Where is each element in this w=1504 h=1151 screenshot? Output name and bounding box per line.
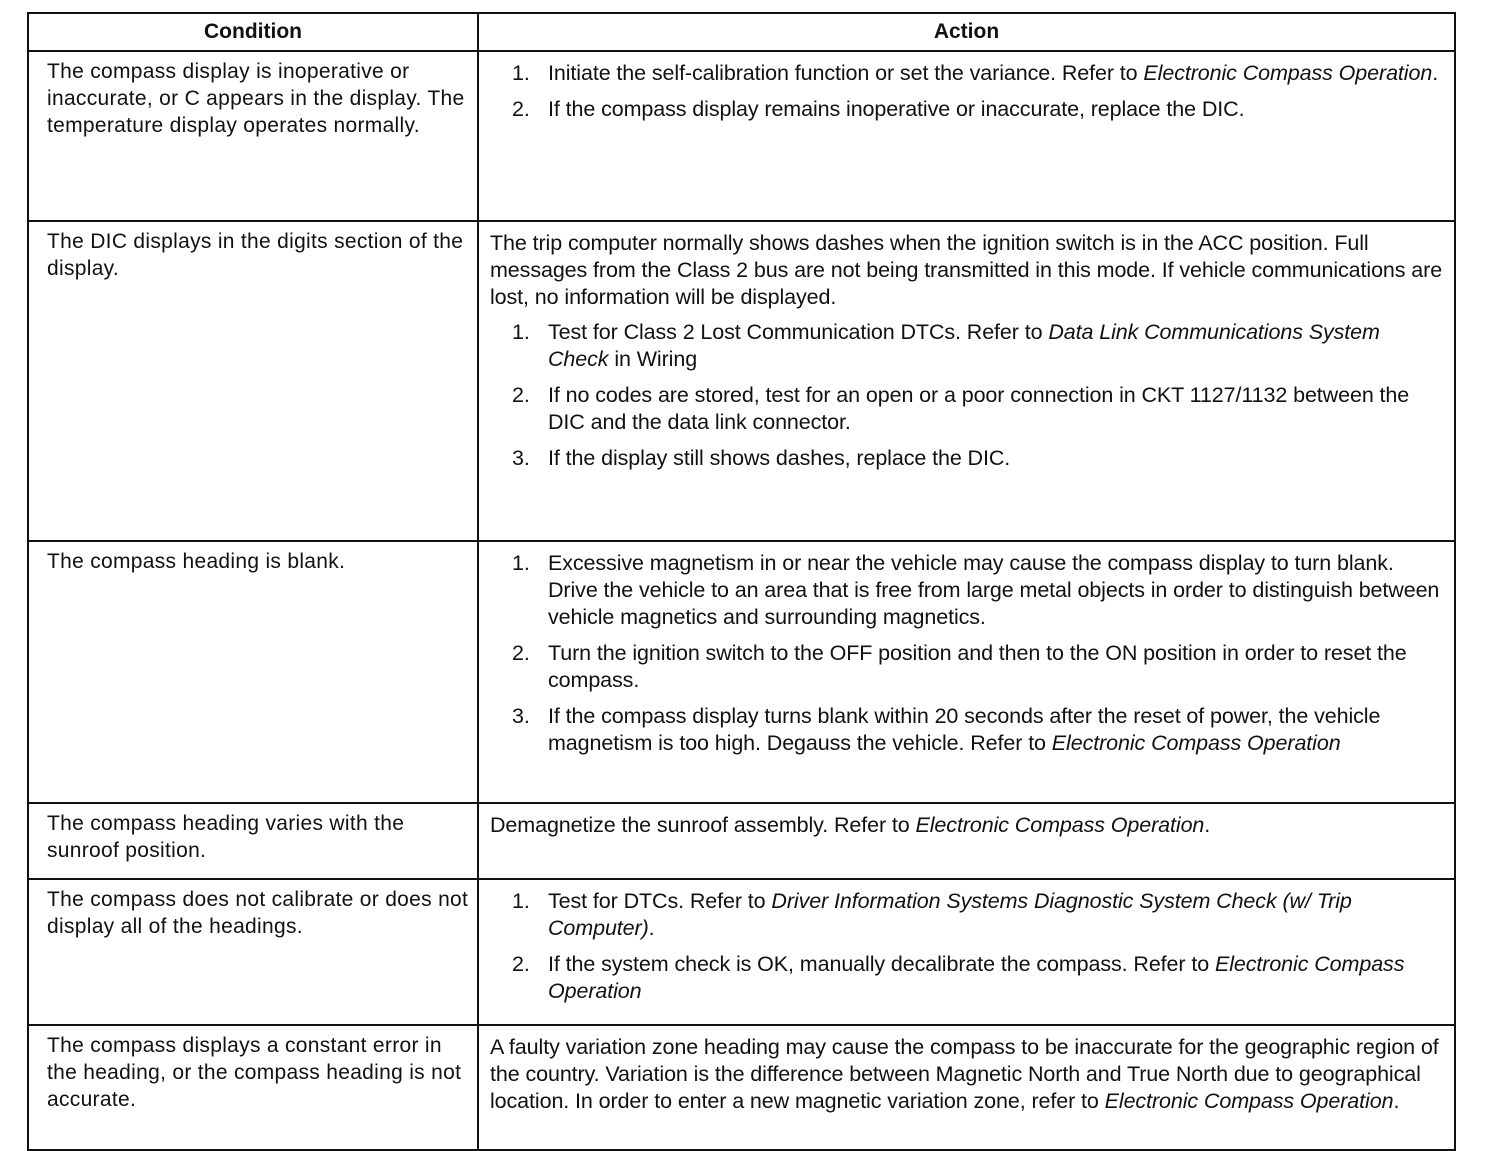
step-text: Excessive magnetism in or near the vehicle may cause the compass display to turn blank. Drive the vehicle to an area that is free from large metal objects in order to distinguish between vehicle magnetics and surrounding magnetics. bbox=[548, 551, 1440, 629]
action-cell bbox=[478, 221, 1455, 541]
step-number: 1. bbox=[512, 61, 530, 85]
step-text: If no codes are stored, test for an open or a poor connection in CKT 1127/1132 between the DIC and the data link connector. bbox=[548, 383, 1410, 434]
action-intro: The trip computer normally shows dashes when the ignition switch is in the ACC position. Full messages from the Class 2 bus are not being transmitted in this mode. If vehicle communications are lost, no information will be displayed. bbox=[490, 231, 1443, 309]
steps-list bbox=[490, 888, 1446, 1005]
step-number: 2. bbox=[512, 383, 530, 407]
action-intro bbox=[490, 1034, 1446, 1115]
action-intro bbox=[490, 812, 1446, 839]
condition-cell: The compass heading varies with the sunroof position. bbox=[28, 803, 478, 879]
step-text: If the system check is OK, manually decalibrate the compass. Refer to bbox=[548, 952, 1215, 976]
step-item bbox=[490, 550, 1446, 631]
step-item bbox=[490, 60, 1446, 87]
step-number: 1. bbox=[512, 320, 530, 344]
step-item bbox=[490, 445, 1446, 472]
reference-link: Driver Information Systems Diagnostic System Check (w/ Trip Computer) bbox=[548, 889, 1352, 940]
action-cell bbox=[478, 51, 1455, 221]
action-cell bbox=[478, 541, 1455, 803]
step-item bbox=[490, 888, 1446, 942]
action-text-after: . bbox=[1393, 1089, 1400, 1113]
step-number: 1. bbox=[512, 551, 530, 575]
header-action: Action bbox=[478, 13, 1455, 51]
step-number: 2. bbox=[512, 97, 530, 121]
step-item bbox=[490, 382, 1446, 436]
table-row bbox=[28, 51, 1455, 221]
action-cell bbox=[478, 879, 1455, 1025]
step-text: Test for Class 2 Lost Communication DTCs. Refer to bbox=[548, 320, 1049, 344]
action-cell bbox=[478, 1025, 1455, 1150]
step-number: 2. bbox=[512, 641, 530, 665]
step-text: If the display still shows dashes, replace the DIC. bbox=[548, 446, 1011, 470]
step-item bbox=[490, 951, 1446, 1005]
step-number: 2. bbox=[512, 952, 530, 976]
step-item bbox=[490, 319, 1446, 373]
table-row bbox=[28, 879, 1455, 1025]
step-text: If the compass display turns blank within 20 seconds after the reset of power, the vehicle magnetism is too high. Degauss the vehicle. Refer to bbox=[548, 704, 1381, 755]
action-text: Demagnetize the sunroof assembly. Refer to bbox=[490, 813, 916, 837]
step-text-after: in Wiring bbox=[608, 347, 698, 371]
step-text-after: . bbox=[648, 916, 655, 940]
condition-cell: The compass displays a constant error in the heading, or the compass heading is not accurate. bbox=[28, 1025, 478, 1150]
reference-link: Data Link Communications System Check bbox=[548, 320, 1380, 371]
action-cell bbox=[478, 803, 1455, 879]
step-item bbox=[490, 703, 1446, 757]
condition-cell: The compass does not calibrate or does not display all of the headings. bbox=[28, 879, 478, 1025]
reference-link: Electronic Compass Operation bbox=[1143, 61, 1433, 85]
step-item bbox=[490, 640, 1446, 694]
reference-link: Electronic Compass Operation bbox=[1051, 731, 1341, 755]
condition-cell: The DIC displays in the digits section of the display. bbox=[28, 221, 478, 541]
header-row bbox=[28, 13, 1455, 51]
table-row bbox=[28, 221, 1455, 541]
condition-cell: The compass heading is blank. bbox=[28, 541, 478, 803]
header-condition: Condition bbox=[28, 13, 478, 51]
step-text: If the compass display remains inoperative or inaccurate, replace the DIC. bbox=[548, 97, 1245, 121]
condition-cell: The compass display is inoperative or inaccurate, or C appears in the display. The temperature display operates normally. bbox=[28, 51, 478, 221]
step-item bbox=[490, 96, 1446, 123]
reference-link: Electronic Compass Operation bbox=[548, 952, 1405, 1003]
steps-list bbox=[490, 319, 1446, 472]
action-text-after: . bbox=[1204, 813, 1211, 837]
step-text: Test for DTCs. Refer to bbox=[548, 889, 772, 913]
table-row bbox=[28, 803, 1455, 879]
step-number: 1. bbox=[512, 889, 530, 913]
step-text-after: . bbox=[1432, 61, 1439, 85]
step-number: 3. bbox=[512, 446, 530, 470]
step-number: 3. bbox=[512, 704, 530, 728]
steps-list bbox=[490, 60, 1446, 123]
action-text: A faulty variation zone heading may cause the compass to be inaccurate for the geographic region of the country. Variation is the difference between Magnetic North and True North due to geographical location. In order to enter a new magnetic variation zone, refer to bbox=[490, 1035, 1439, 1113]
reference-link: Electronic Compass Operation bbox=[1104, 1089, 1394, 1113]
steps-list bbox=[490, 550, 1446, 757]
table-row bbox=[28, 1025, 1455, 1150]
step-text: Initiate the self-calibration function or set the variance. Refer to bbox=[548, 61, 1144, 85]
table-row bbox=[28, 541, 1455, 803]
diagnostic-table bbox=[27, 12, 1456, 1151]
reference-link: Electronic Compass Operation bbox=[915, 813, 1205, 837]
step-text: Turn the ignition switch to the OFF position and then to the ON position in order to reset the compass. bbox=[548, 641, 1407, 692]
